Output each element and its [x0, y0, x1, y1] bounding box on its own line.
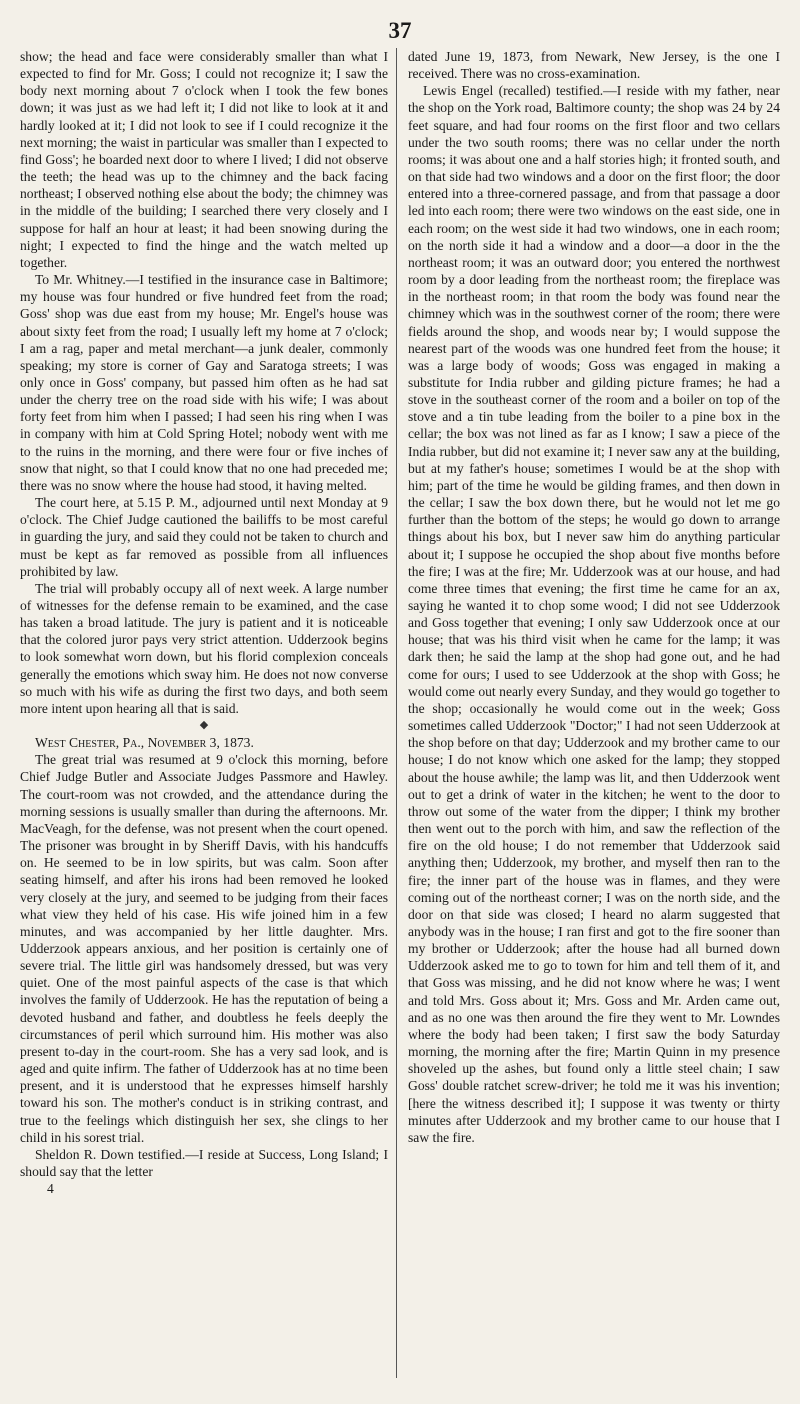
right-column — [402, 48, 780, 1378]
paragraph: The great trial was resumed at 9 o'clock this morning, before Chief Judge Butler and Associate Judges Passmore and Hawley. The court-room was not crowded, and the attendance during the morning sessions is usually smaller than during the afternoons. Mr. MacVeagh, for the defense, was not present when the court opened. The prisoner was brought in by Sheriff Davis, with his handcuffs on. He seemed to be in low spirits, but was calm. Soon after seating himself, and after his irons had been removed he looked very closely at the jury, and seemed to be judging from their faces what view they held of his case. His wife joined him in a few minutes, and was accompanied by her little daughter. Mrs. Udderzook appears anxious, and her position is certainly one of severe trial. The little girl was handsomely dressed, but was very quiet. One of the most painful aspects of the case is that which involves the family of Udderzook. He has the reputation of being a devoted husband and father, and doubtless he feels deeply the circumstances of peril which surround him. His mother was also present to-day in the court-room. She has a very sad look, and is aged and quite infirm. The father of Udderzook has at no time been present, and it is understood that he expresses himself harshly toward his son. The mother's conduct is in striking contrast, and true to the feelings which distinguish her sex, she clings to her child in his sorest trial. — [20, 752, 388, 1145]
paragraph: Sheldon R. Down testified.—I reside at Success, Long Island; I should say that the letter — [20, 1146, 388, 1179]
paragraph: Lewis Engel (recalled) testified.—I reside with my father, near the shop on the York road, Baltimore county; the shop was 24 by 24 feet square, and had four rooms on the first floor and two cellars under the two south rooms; there was no cellar under the north rooms; it was about one and a half stories high; it fronted south, and on that side had two windows and a door on the first floor; the door entered into a three-cornered passage, and from that passage a door led into each room; there were two windows on the east side, one in each room; on the west side it had two windows, one in each room; on the north side it had a window and a door—a door in the the northeast room; it was an outward door; you entered the northwest room by a door leading from the northeast room; the fireplace was in the northeast room; in that room the body was found near the chimney which was in the southwest corner of the room; there were fields around the shop, and woods near by; I would suppose the nearest part of the woods was one hundred feet from the house; it was a large body of woods; Goss was engaged in making a substitute for India rubber and gilding picture frames; he had a stove in the southeast corner of the room and a boiler on top of the stove and a tin tube leading from the boiler to a pine box in the cellar; the box was not lined as far as I know; I saw a piece of the India rubber, but did not examine it; I never saw any at the building, but at my father's house; sometimes I would be at the shop with him; part of the time he would be gilding frames, and then down in the cellar; I saw the box down there, but he would not let me go further than the bottom of the steps; he would go down to arrange things about his box, but I never saw him do anything particular about it; I suppose he occupied the shop about five months before the fire; I was at the fire; Mr. Udderzook was at our house, and had come three times that evening; the first time he came for an ax, saying he wanted it to chop some wood; I did not see Udderzook and Goss together that evening; I only saw Udderzook once at our house; that was his third visit when he came for the lamp; it was dark then; he said the lamp at the shop had gone out, and he had come for ours; I used to see Udderzook at the shop with Goss; he would come out nearly every Sunday, and they would go together to the shop; occasionally he would come out in the week; Goss sometimes called Udderzook "Doctor;" I had not seen Udderzook at the shop before on that day; Udderzook and my brother came to our house; I do not know which one asked for the lamp; they stopped about the house awhile; the lamp was lit, and then Udderzook went out to get a drink of water in the kitchen; he went to the door to throw out some of the water from the dipper; I think my brother then went out to the porch with him, and saw the reflection of the fire on the old house; I do not remember that Udderzook said anything then; Udderzook, my brother, and myself then ran to the fire; the inner part of the house was in flames, and they were coming out of the northeast corner; I was on the north side, and the door on that side was closed; I heard no alarm suggested that anybody was in the house; I ran first and got to the fire sooner than my brother or Udderzook; after the house had all burned down Udderzook asked me to go to town for him and tell them of it, and that Goss was missing, and he did not know where he was; I went and told Mrs. Goss about it; Mrs. Goss and Mr. Arden came out, and as no one was then around the fire they went to Mr. Lowndes where the body had been taken; I first saw the body Saturday morning, the morning after the fire; Martin Quinn in my presence shoveled up the ashes, but found only a little steel chain; I saw Goss' double ratchet screw-driver; he told me it was his invention; [here the witness described it]; I suppose it was twenty or thirty minutes after Udderzook and my brother came to our house that I saw the fire. — [408, 83, 780, 1145]
dateline: West Chester, Pa., November 3, 1873. — [34, 735, 254, 751]
text-columns — [20, 48, 780, 1378]
section-divider: ◆ — [199, 719, 209, 732]
left-column — [20, 48, 397, 1378]
paragraph: The trial will probably occupy all of next week. A large number of witnesses for the defense remain to be examined, and the case has taken a broad latitude. The jury is patient and it is noticeable that the colored juror pays very strict attention. Udderzook begins to look somewhat worn down, but his florid complexion conceals generally the emotions which sway him. He does not now converse so much with his wife as during the first two days, and both seem more intent upon hearing all that is said. — [20, 580, 388, 716]
page-number: 37 — [388, 18, 412, 43]
paragraph: show; the head and face were considerably smaller than what I expected to find for Mr. Goss; I could not recognize it; I saw the body next morning about 7 o'clock when I took the few bones down; it was just as we had left it; I did not like to look at it and hardly looked at it; I did not look to see if I could recognize it the next morning; the waist in particular was smaller than I expected to find Goss'; he boarded next door to where I lived; I did not observe the teeth; the head was up to the chimney and the back facing northeast; I observed nothing else about the body; the chimney was in the middle of the building; I searched there very closely and I suppose for half an hour at least; it had been snowing during the night; I expected to find the hinge and the watch melted up together. — [20, 49, 388, 270]
paragraph: The court here, at 5.15 P. M., adjourned until next Monday at 9 o'clock. The Chief Judge cautioned the bailiffs to be most careful in guarding the jury, and said they could not be taken to church and must be kept as far removed as possible from all influences prohibited by law. — [20, 495, 388, 579]
paragraph: dated June 19, 1873, from Newark, New Jersey, is the one I received. There was no cross-examination. — [408, 49, 780, 82]
signature-mark: 4 — [46, 1181, 54, 1197]
paragraph: To Mr. Whitney.—I testified in the insurance case in Baltimore; my house was four hundred or five hundred feet from the road; Goss' shop was due east from my house; Mr. Engel's house was about sixty feet from the road; I usually left my home at 7 o'clock; I am a rag, paper and metal merchant—a junk dealer, commonly speaking; my store is corner of Gay and Saratoga streets; I was only once in Goss' company, but passed him often as he had sat under the cherry tree on the road side with his wife; I was about forty feet from him when I passed; I had seen his ring when I was in company with him at Cold Spring Hotel; nobody went with me to the ruins in the morning, and there were four or five inches of snow that night, so that I could know that no one had preceded me; there was no snow where the house had stood, it having melted. — [20, 272, 388, 493]
